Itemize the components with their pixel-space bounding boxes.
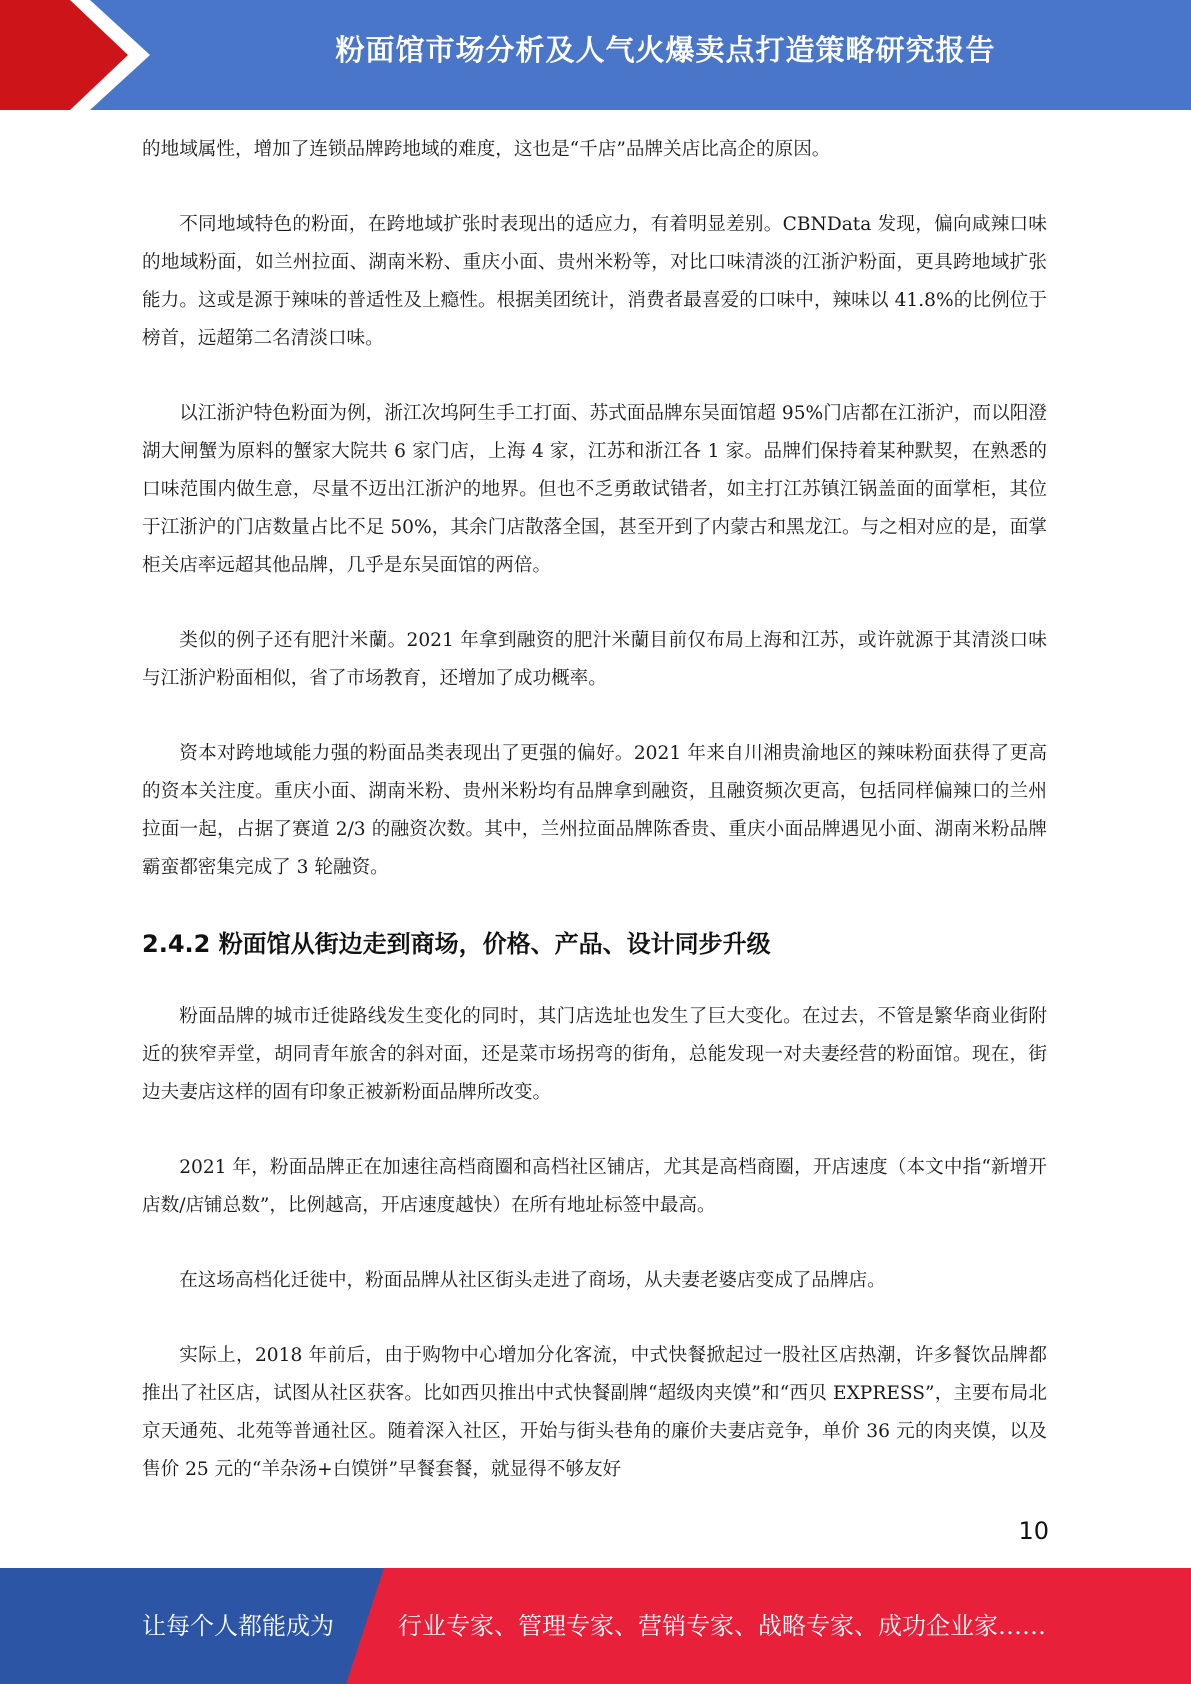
section-heading: 2.4.2 粉面馆从街边走到商场，价格、产品、设计同步升级 — [142, 930, 771, 958]
page-header — [0, 0, 1191, 110]
paragraph: 实际上，2018 年前后，由于购物中心增加分化客流，中式快餐掀起过一股社区店热潮，许多餐饮品牌都推出了社区店，试图从社区获客。比如西贝推出中式快餐副牌“超级肉夹馍”和“西贝 EXPRESS”，主要布局北京天通苑、北苑等普通社区。随着深入社区，开始与街头巷角的廉价夫妻店竞争，单价 36 元的肉夹馍，以及售价 25 元的“羊杂汤+白馍饼”早餐套餐，就显得不够友好 — [142, 1345, 1047, 1480]
paragraph: 以江浙沪特色粉面为例，浙江次坞阿生手工打面、苏式面品牌东吴面馆超 95%门店都在江浙沪，而以阳澄湖大闸蟹为原料的蟹家大院共 6 家门店，上海 4 家，江苏和浙江各 1 家。品牌们保持着某种默契，在熟悉的口味范围内做生意，尽量不迈出江浙沪的地界。但也不乏勇敢试错者，如主打江苏镇江锅盖面的面掌柜，其位于江浙沪的门店数量占比不足 50%，其余门店散落全国，甚至开到了内蒙古和黑龙江。与之相对应的是，面掌柜关店率远超其他品牌，几乎是东吴面馆的两倍。 — [142, 403, 1047, 576]
footer-slogan-right: 行业专家、管理专家、营销专家、战略专家、成功企业家…… — [398, 1612, 1046, 1640]
header-chevron-decoration — [0, 0, 160, 110]
page-footer — [0, 1568, 1191, 1684]
footer-slogan-left: 让每个人都能成为 — [142, 1612, 334, 1640]
report-title: 粉面馆市场分析及人气火爆卖点打造策略研究报告 — [335, 33, 996, 67]
paragraph: 类似的例子还有肥汁米蘭。2021 年拿到融资的肥汁米蘭目前仅布局上海和江苏，或许就源于其清淡口味与江浙沪粉面相似，省了市场教育，还增加了成功概率。 — [142, 630, 1047, 689]
paragraph: 资本对跨地域能力强的粉面品类表现出了更强的偏好。2021 年来自川湘贵渝地区的辣味粉面获得了更高的资本关注度。重庆小面、湖南米粉、贵州米粉均有品牌拿到融资，且融资频次更高，包括同样偏辣口的兰州拉面一起，占据了赛道 2/3 的融资次数。其中，兰州拉面品牌陈香贵、重庆小面品牌遇见小面、湖南米粉品牌霸蛮都密集完成了 3 轮融资。 — [142, 743, 1047, 878]
page-number: 10 — [1018, 1517, 1049, 1545]
paragraph: 不同地域特色的粉面，在跨地域扩张时表现出的适应力，有着明显差别。CBNData 发现，偏向咸辣口味的地域粉面，如兰州拉面、湖南米粉、重庆小面、贵州米粉等，对比口味清淡的江浙沪粉面，更具跨地域扩张能力。这或是源于辣味的普适性及上瘾性。根据美团统计，消费者最喜爱的口味中，辣味以 41.8%的比例位于榜首，远超第二名清淡口味。 — [142, 214, 1047, 349]
paragraph: 粉面品牌的城市迁徙路线发生变化的同时，其门店选址也发生了巨大变化。在过去，不管是繁华商业街附近的狭窄弄堂，胡同青年旅舍的斜对面，还是菜市场拐弯的街角，总能发现一对夫妻经营的粉面馆。现在，街边夫妻店这样的固有印象正被新粉面品牌所改变。 — [142, 1006, 1047, 1103]
document-body — [142, 131, 1047, 1526]
paragraph: 2021 年，粉面品牌正在加速往高档商圈和高档社区铺店，尤其是高档商圈，开店速度（本文中指“新增开店数/店铺总数”，比例越高，开店速度越快）在所有地址标签中最高。 — [142, 1157, 1047, 1216]
paragraph-continuation: 的地域属性，增加了连锁品牌跨地域的难度，这也是“千店”品牌关店比高企的原因。 — [142, 139, 831, 160]
paragraph: 在这场高档化迁徙中，粉面品牌从社区街头走进了商场，从夫妻老婆店变成了品牌店。 — [179, 1270, 886, 1291]
